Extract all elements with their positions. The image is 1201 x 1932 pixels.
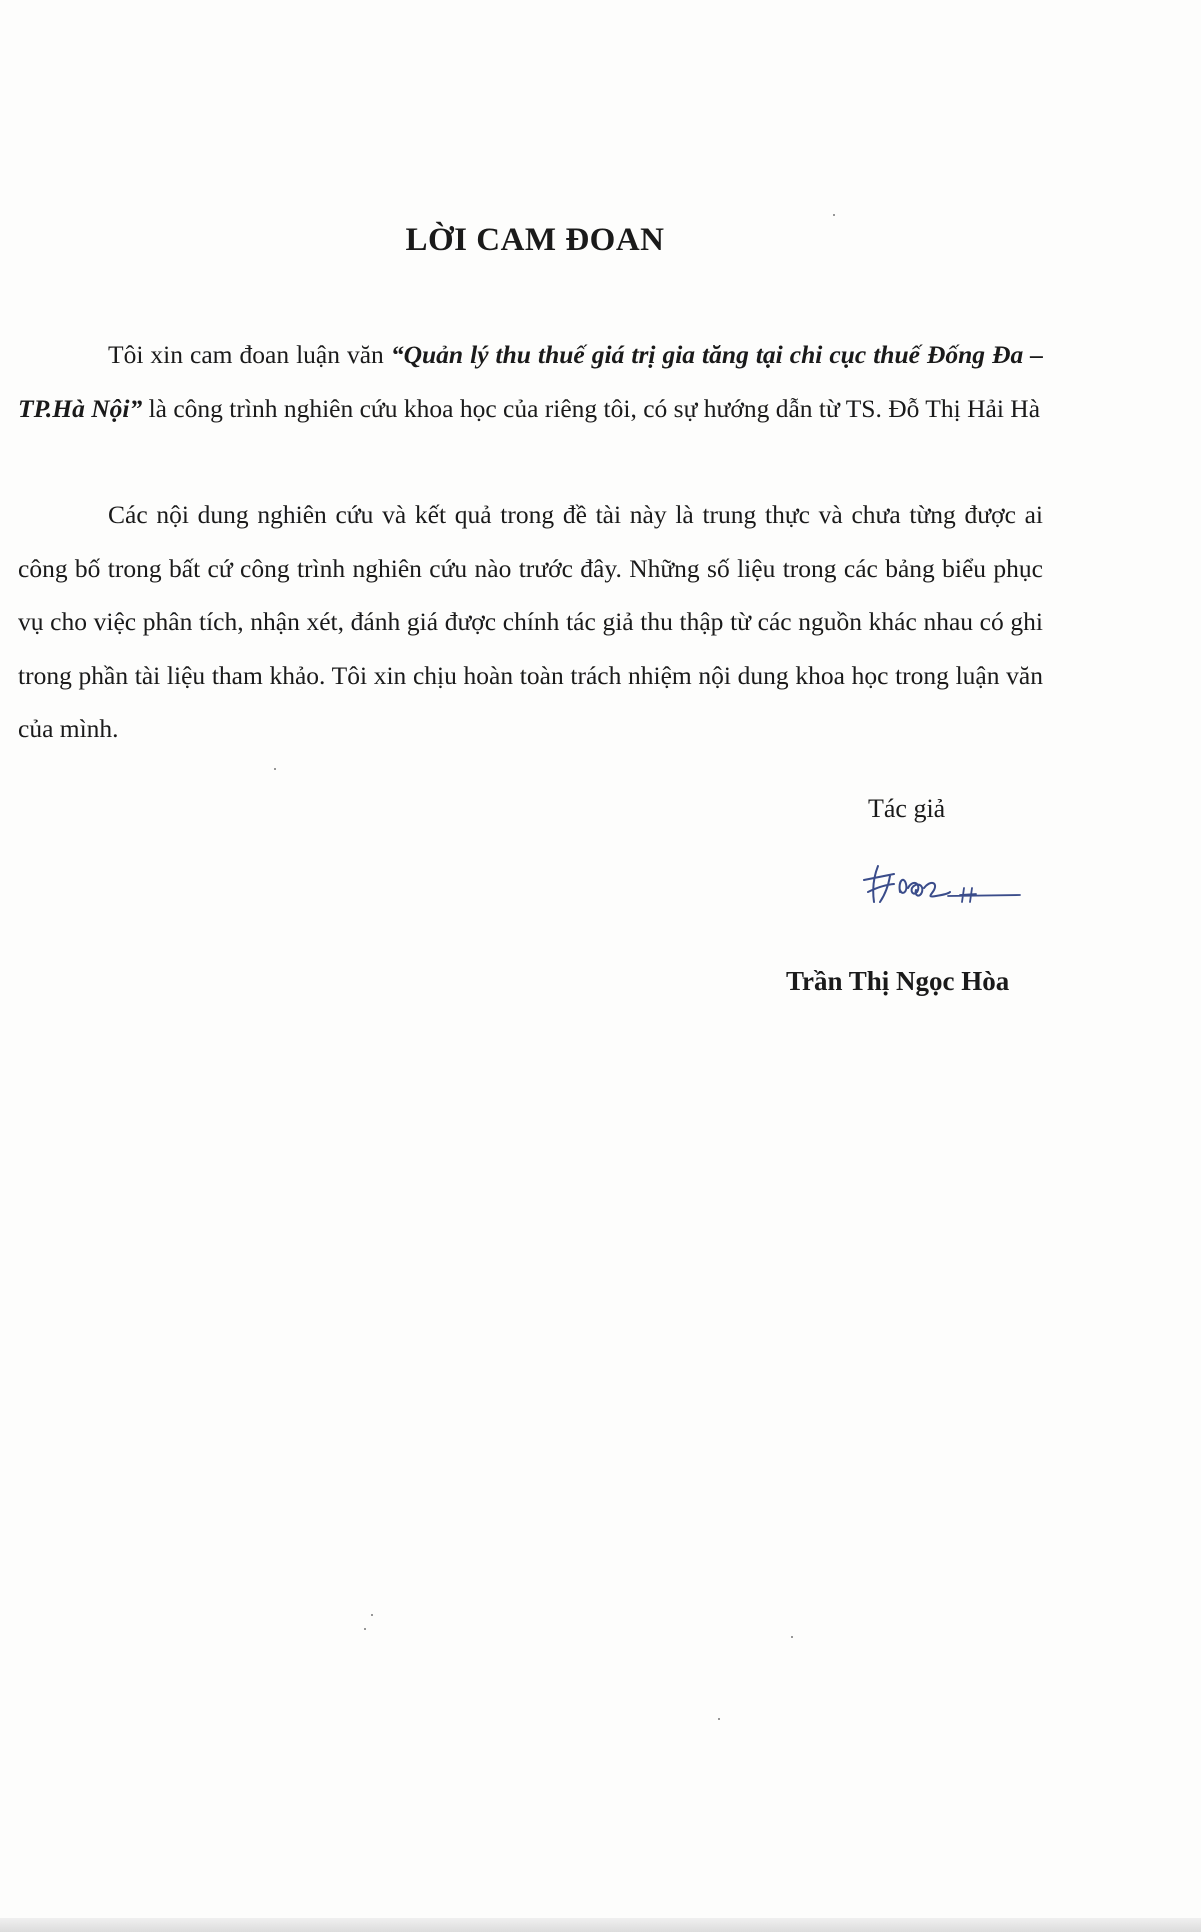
- author-name: Trần Thị Ngọc Hòa: [786, 966, 1010, 996]
- scan-speck: [364, 1628, 366, 1630]
- thesis-title: “Quản lý thu thuế giá trị gia tăng tại chi cục thuế Đống Đa – TP.Hà Nội”: [18, 340, 1043, 423]
- scan-speck: [274, 768, 276, 770]
- paragraph-intro: Tôi xin cam đoan luận văn: [108, 340, 391, 369]
- scan-speck: [791, 1636, 793, 1638]
- page-title: LỜI CAM ĐOAN: [405, 222, 665, 258]
- scan-speck: [371, 1614, 373, 1616]
- paragraph-rest: là công trình nghiên cứu khoa học của riêng tôi, có sự hướng dẫn từ TS. Đỗ Thị Hải Hà: [142, 393, 1041, 423]
- author-label: Tác giả: [868, 794, 946, 823]
- scan-speck: [718, 1718, 720, 1720]
- scan-speck: [833, 214, 835, 216]
- paragraph-declaration: [18, 328, 1043, 435]
- paragraph-integrity: Các nội dung nghiên cứu và kết quả trong đề tài này là trung thực và chưa từng được ai công bố trong bất cứ công trình nghiên cứu nào trước đây. Những số liệu trong các bảng biểu phục vụ cho việc phân tích, nhận xét, đánh giá được chính tác giả thu thập từ các nguồn khác nhau có ghi trong phần tài liệu tham khảo. Tôi xin chịu hoàn toàn trách nhiệm nội dung khoa học trong luận văn của mình.: [18, 500, 1043, 743]
- scan-edge: [0, 1918, 1201, 1932]
- signature-image: [860, 858, 1030, 918]
